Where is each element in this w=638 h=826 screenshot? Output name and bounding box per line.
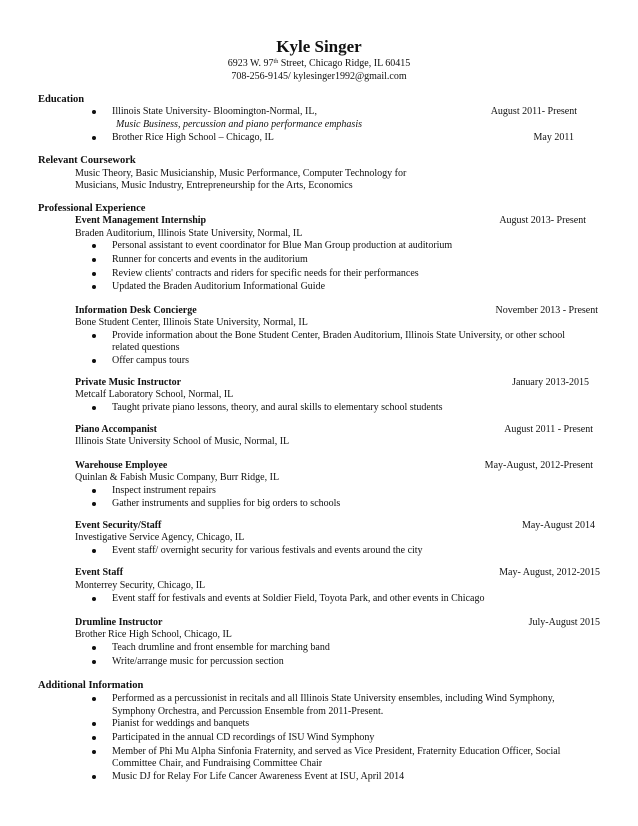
education-date: August 2011- Present (490, 106, 577, 117)
address-ordinal: th (273, 59, 279, 65)
additional-bullet-continuation: Committee Chair, and Fundraising Committee Chair (112, 758, 323, 769)
resume-name: Kyle Singer (276, 37, 362, 56)
education-date: May 2011 (533, 132, 574, 143)
job-bullet-continuation: related questions (112, 342, 180, 353)
bullet-icon (92, 285, 96, 289)
job-date: May-August 2014 (521, 520, 595, 531)
job-date: August 2013- Present (499, 215, 586, 226)
coursework-heading: Relevant Coursework (38, 155, 136, 166)
bullet-icon (92, 136, 96, 140)
job-org: Investigative Service Agency, Chicago, IL (75, 532, 245, 543)
bullet-icon (92, 272, 96, 276)
bullet-icon (92, 244, 96, 248)
job-bullet: Teach drumline and front ensemble for marching band (112, 642, 330, 653)
job-bullet: Taught private piano lessons, theory, and aural skills to elementary school students (112, 402, 443, 413)
bullet-icon (92, 549, 96, 553)
job-bullet: Updated the Braden Auditorium Informational Guide (112, 281, 326, 292)
job-date: November 2013 - Present (495, 305, 598, 316)
additional-bullet: Music DJ for Relay For Life Cancer Awareness Event at ISU, April 2014 (112, 771, 405, 782)
additional-bullet: Pianist for weddings and banquets (112, 718, 250, 729)
bullet-icon (92, 597, 96, 601)
job-title: Drumline Instructor (75, 617, 163, 628)
bullet-icon (92, 406, 96, 410)
job-org: Bone Student Center, Illinois State University, Normal, IL (75, 317, 308, 328)
job-title: Event Staff (75, 567, 124, 578)
bullet-icon (92, 750, 96, 754)
bullet-icon (92, 775, 96, 779)
coursework-line: Musicians, Music Industry, Entrepreneurship for the Arts, Economics (75, 180, 353, 191)
job-title: Information Desk Concierge (75, 305, 197, 316)
job-org: Braden Auditorium, Illinois State University, Normal, IL (75, 228, 303, 239)
bullet-icon (92, 646, 96, 650)
bullet-icon (92, 660, 96, 664)
job-bullet: Review clients' contracts and riders for specific needs for their performances (112, 268, 419, 279)
bullet-icon (92, 722, 96, 726)
job-org: Brother Rice High School, Chicago, IL (75, 629, 232, 640)
job-date: January 2013-2015 (512, 377, 589, 388)
job-bullet: Gather instruments and supplies for big orders to schools (112, 498, 341, 509)
job-org: Illinois State University School of Music, Normal, IL (75, 436, 290, 447)
address-street-number: 6923 W. 97 (227, 58, 274, 69)
bullet-icon (92, 502, 96, 506)
experience-heading: Professional Experience (38, 203, 146, 214)
education-school: Illinois State University- Bloomington-Normal, IL, (112, 106, 317, 117)
additional-bullet: Performed as a percussionist in recitals and all Illinois State University ensembles, including Wind Symphony, (112, 693, 555, 704)
job-bullet: Inspect instrument repairs (112, 485, 216, 496)
additional-heading: Additional Information (38, 680, 144, 691)
address-street: Street, Chicago Ridge, IL 60415 (278, 58, 411, 69)
bullet-icon (92, 110, 96, 114)
address-line (0, 58, 638, 70)
job-bullet: Runner for concerts and events in the auditorium (112, 254, 308, 265)
job-org: Metcalf Laboratory School, Normal, IL (75, 389, 234, 400)
coursework-line: Music Theory, Basic Musicianship, Music Performance, Computer Technology for (75, 168, 407, 179)
additional-bullet-continuation: Symphony Orchestra, and Percussion Ensemble from 2011-Present. (112, 706, 384, 717)
job-bullet: Provide information about the Bone Student Center, Braden Auditorium, Illinois State University, or other school (112, 330, 566, 341)
bullet-icon (92, 697, 96, 701)
job-date: May- August, 2012-2015 (499, 567, 600, 578)
education-school: Brother Rice High School – Chicago, IL (112, 132, 274, 143)
job-bullet: Offer campus tours (112, 355, 190, 366)
bullet-icon (92, 736, 96, 740)
bullet-icon (92, 334, 96, 338)
job-date: August 2011 - Present (504, 424, 593, 435)
job-title: Event Security/Staff (75, 520, 162, 531)
job-bullet: Event staff for festivals and events at Soldier Field, Toyota Park, and other events in Chicago (112, 593, 485, 604)
education-heading: Education (38, 94, 85, 105)
job-title: Piano Accompanist (75, 424, 157, 435)
job-org: Monterrey Security, Chicago, IL (75, 580, 206, 591)
job-date: July-August 2015 (528, 617, 600, 628)
job-bullet: Write/arrange music for percussion section (112, 656, 284, 667)
job-title: Private Music Instructor (75, 377, 182, 388)
bullet-icon (92, 489, 96, 493)
additional-bullet: Participated in the annual CD recordings of ISU Wind Symphony (112, 732, 375, 743)
contact-line: 708-256-9145/ kylesinger1992@gmail.com (231, 71, 407, 82)
job-bullet: Event staff/ overnight security for various festivals and events around the city (112, 545, 423, 556)
job-title: Event Management Internship (75, 215, 207, 226)
job-date: May-August, 2012-Present (484, 460, 593, 471)
job-org: Quinlan & Fabish Music Company, Burr Ridge, IL (75, 472, 280, 483)
additional-bullet: Member of Phi Mu Alpha Sinfonia Fraternity, and served as Vice President, Fraternity Education Officer, Social (112, 746, 561, 757)
bullet-icon (92, 258, 96, 262)
education-detail: Music Business, percussion and piano performance emphasis (116, 119, 362, 130)
job-bullet: Personal assistant to event coordinator for Blue Man Group production at auditorium (112, 240, 453, 251)
bullet-icon (92, 359, 96, 363)
job-title: Warehouse Employee (75, 460, 168, 471)
